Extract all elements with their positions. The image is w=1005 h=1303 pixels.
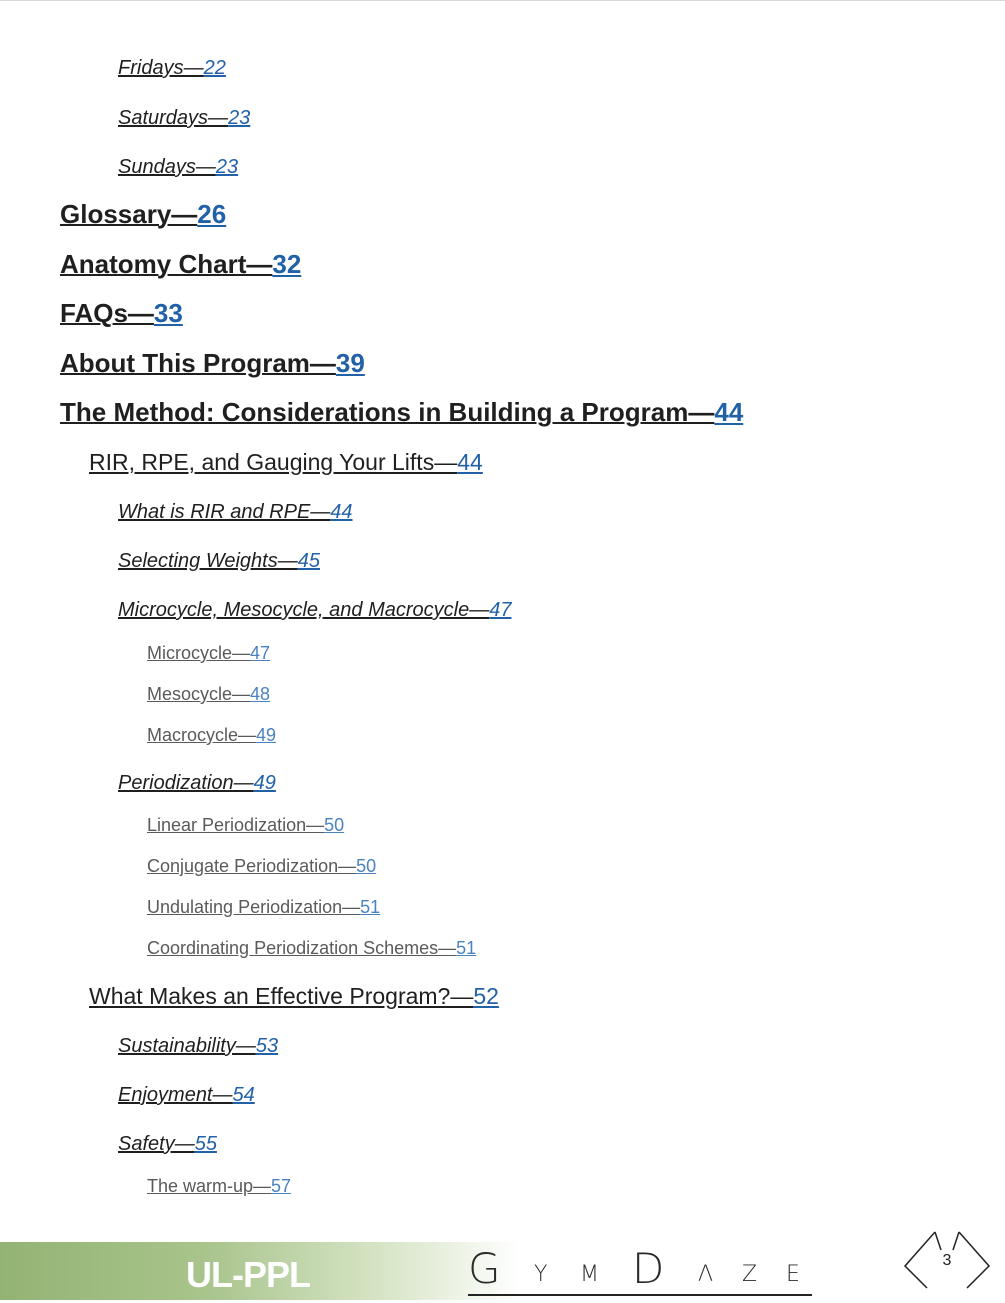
toc-entry-about-program[interactable] <box>60 350 365 376</box>
toc-page-link[interactable]: 57 <box>271 1176 292 1196</box>
toc-entry-enjoyment[interactable] <box>118 1085 255 1105</box>
toc-title: Microcycle, Mesocycle, and Macrocycle— <box>118 599 490 621</box>
toc-title: About This Program— <box>60 348 336 378</box>
page-number: 3 <box>942 1252 952 1269</box>
toc-entry-fridays[interactable] <box>118 58 226 78</box>
logo-letter: Z <box>742 1262 758 1287</box>
toc-title: Mesocycle— <box>147 684 251 704</box>
toc-title: Linear Periodization— <box>147 815 325 835</box>
toc-page-link[interactable]: 54 <box>232 1084 255 1106</box>
toc-title: Undulating Periodization— <box>147 897 361 917</box>
toc-entry-warm-up[interactable] <box>147 1177 291 1195</box>
logo-letter: Λ <box>698 1262 714 1287</box>
toc-page-link[interactable]: 44 <box>714 397 744 427</box>
toc-entry-faqs[interactable] <box>60 300 183 326</box>
toc-title: Fridays— <box>118 57 204 79</box>
toc-title: The warm-up— <box>147 1176 272 1196</box>
toc-entry-safety[interactable] <box>118 1134 217 1154</box>
toc-title: Glossary— <box>60 199 198 229</box>
logo-letter: G <box>468 1244 501 1293</box>
toc-title: Conjugate Periodization— <box>147 856 357 876</box>
toc-entry-cycles[interactable] <box>118 600 511 620</box>
toc-page-link[interactable]: 47 <box>489 599 512 621</box>
toc-page-link[interactable]: 47 <box>250 643 271 663</box>
toc-title: Selecting Weights— <box>118 550 298 572</box>
toc-title: RIR, RPE, and Gauging Your Lifts— <box>89 449 458 475</box>
toc-title: FAQs— <box>60 298 154 328</box>
toc-entry-sundays[interactable] <box>118 157 238 177</box>
toc-page-link[interactable]: 23 <box>228 107 251 129</box>
toc-page-link[interactable]: 33 <box>153 298 183 328</box>
toc-page-link[interactable]: 49 <box>253 772 276 794</box>
toc-page-link[interactable]: 22 <box>203 57 226 79</box>
toc-entry-sustainability[interactable] <box>118 1036 278 1056</box>
toc-title: Sustainability— <box>118 1035 256 1057</box>
logo-letter: M <box>580 1262 599 1287</box>
toc-title: Macrocycle— <box>147 725 257 745</box>
toc-entry-linear[interactable] <box>147 816 344 834</box>
toc-entry-selecting-weights[interactable] <box>118 551 320 571</box>
toc-page-link[interactable]: 32 <box>272 249 302 279</box>
toc-title: Microcycle— <box>147 643 251 663</box>
toc-entry-anatomy-chart[interactable] <box>60 251 301 277</box>
toc-page-link[interactable]: 26 <box>197 199 227 229</box>
toc-page-link[interactable]: 51 <box>360 897 381 917</box>
toc-page-link[interactable]: 23 <box>215 156 239 178</box>
logo-letter: Y <box>534 1262 548 1287</box>
toc-page-link[interactable]: 49 <box>256 725 277 745</box>
toc-title: The Method: Considerations in Building a Program— <box>60 397 715 427</box>
toc-entry-effective-program[interactable] <box>89 985 499 1008</box>
toc-entry-conjugate[interactable] <box>147 857 376 875</box>
toc-page-link[interactable]: 50 <box>356 856 377 876</box>
toc-entry-macrocycle[interactable] <box>147 726 276 744</box>
toc-title: Sundays— <box>118 156 216 178</box>
toc-entry-microcycle[interactable] <box>147 644 270 662</box>
toc-page-link[interactable]: 52 <box>473 983 499 1009</box>
toc-page-link[interactable]: 44 <box>457 449 483 475</box>
gymdaze-logo <box>468 1244 812 1296</box>
program-label: UL-PPL <box>186 1254 310 1295</box>
toc-entry-glossary[interactable] <box>60 201 226 227</box>
toc-page-link[interactable]: 53 <box>255 1035 279 1057</box>
toc-entry-coordinating[interactable] <box>147 939 476 957</box>
toc-page-link[interactable]: 39 <box>335 348 365 378</box>
toc-title: Coordinating Periodization Schemes— <box>147 938 457 958</box>
toc-title: What is RIR and RPE— <box>118 501 331 523</box>
toc-title: Periodization— <box>118 772 254 794</box>
toc-entry-periodization[interactable] <box>118 773 276 793</box>
toc-entry-mesocycle[interactable] <box>147 685 270 703</box>
toc-page-link[interactable]: 48 <box>250 684 271 704</box>
toc-title: Enjoyment— <box>118 1084 233 1106</box>
page-number-badge <box>903 1230 991 1298</box>
toc-title: Saturdays— <box>118 107 229 129</box>
toc-title: Anatomy Chart— <box>60 249 273 279</box>
toc-page-link[interactable]: 55 <box>194 1133 217 1155</box>
toc-entry-the-method[interactable] <box>60 399 743 425</box>
logo-letter: E <box>786 1262 800 1287</box>
toc-page-link[interactable]: 51 <box>456 938 477 958</box>
toc-page-link[interactable]: 44 <box>330 501 353 523</box>
toc-page-link[interactable]: 50 <box>324 815 345 835</box>
logo-underline <box>468 1294 812 1296</box>
toc-title: Safety— <box>118 1133 195 1155</box>
logo-letter: D <box>632 1244 665 1293</box>
footer-green-band <box>0 1242 520 1300</box>
toc-entry-rir-rpe[interactable] <box>89 451 483 474</box>
page-footer <box>0 1242 1005 1300</box>
toc-entry-what-is-rir[interactable] <box>118 502 353 522</box>
toc-page-link[interactable]: 45 <box>297 550 320 572</box>
toc-entry-saturdays[interactable] <box>118 108 250 128</box>
toc-title: What Makes an Effective Program?— <box>89 983 474 1009</box>
toc-entry-undulating[interactable] <box>147 898 380 916</box>
